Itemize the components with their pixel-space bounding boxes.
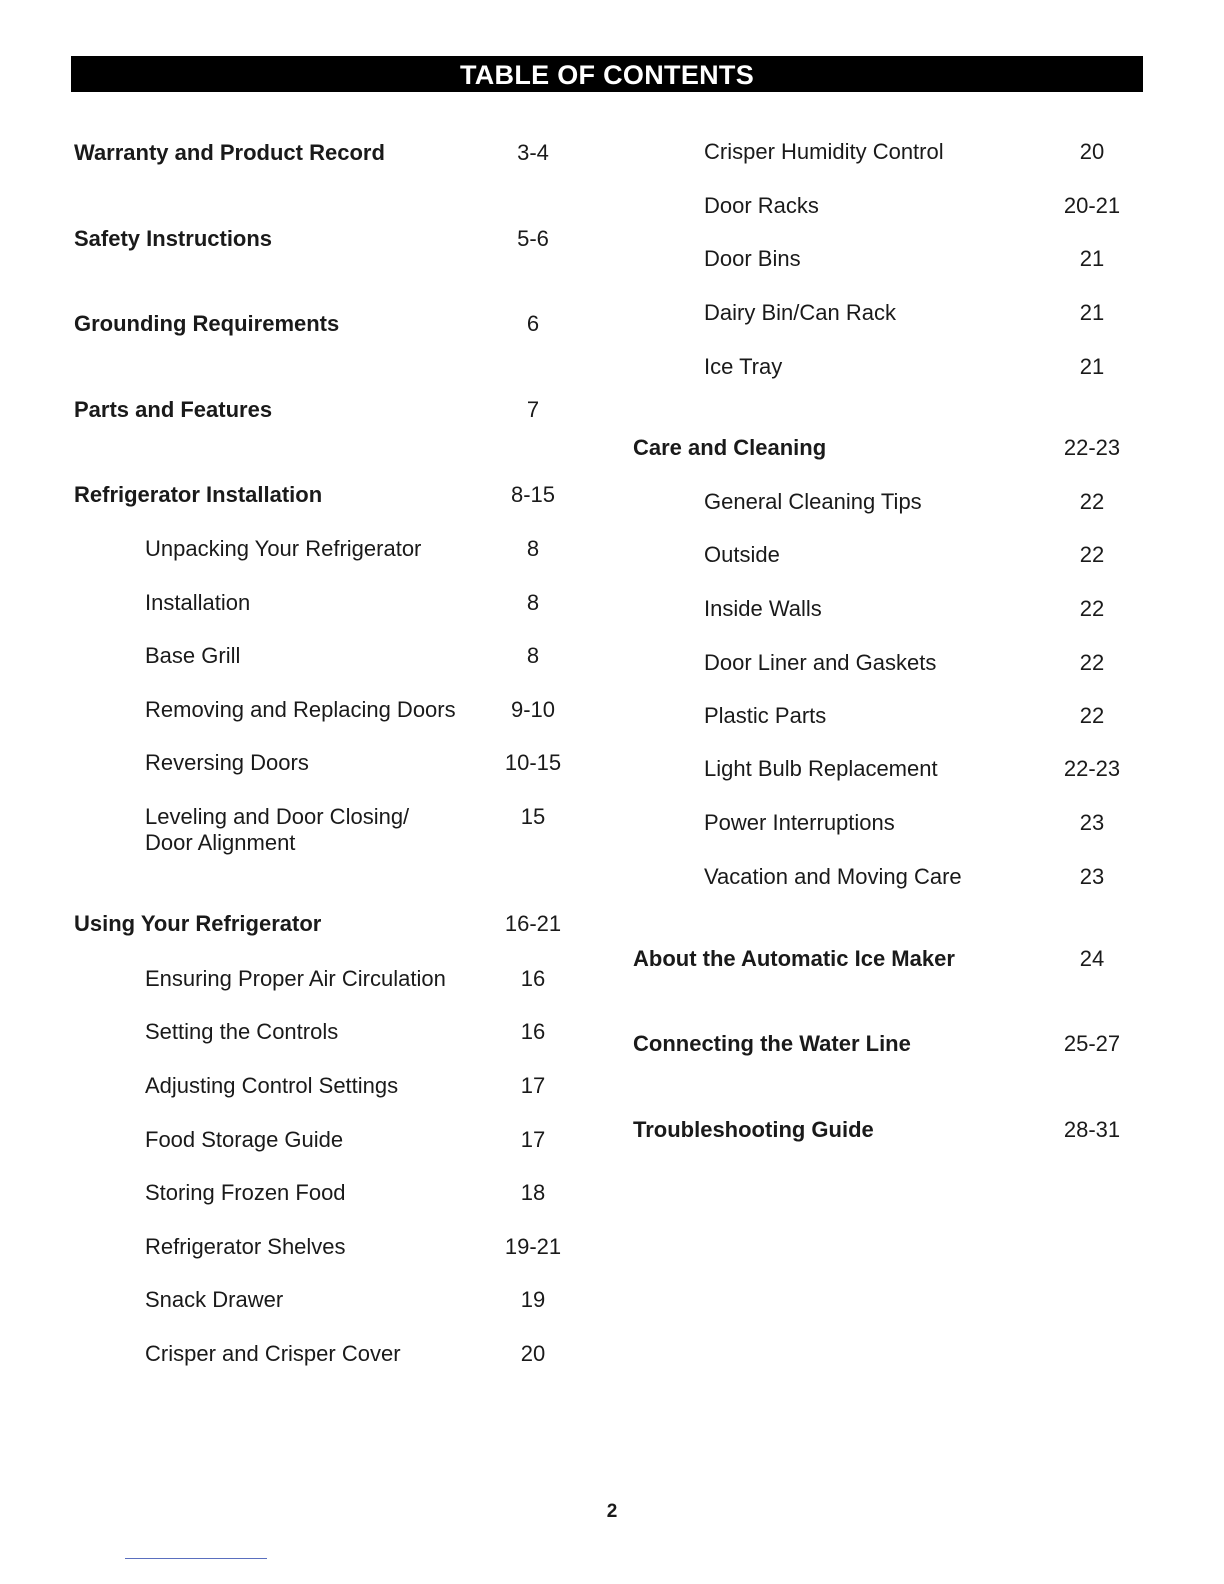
toc-entry-label: Warranty and Product Record	[74, 140, 385, 165]
toc-entry	[0, 354, 1224, 410]
toc-entry-label: Dairy Bin/Can Rack	[704, 300, 896, 325]
toc-entry-label: Adjusting Control Settings	[145, 1073, 399, 1098]
toc-entry	[0, 489, 1224, 545]
toc-entry-label: Vacation and Moving Care	[704, 864, 962, 889]
toc-entry-page: 25-27	[1063, 1031, 1121, 1056]
toc-entry-label: Light Bulb Replacement	[704, 756, 938, 781]
toc-entry	[0, 810, 1224, 866]
toc-entry-label: Refrigerator Shelves	[145, 1234, 346, 1259]
toc-entry-label: Inside Walls	[704, 596, 822, 621]
toc-entry	[0, 435, 1224, 491]
toc-entry	[0, 1341, 1224, 1397]
toc-entry	[0, 139, 1224, 195]
toc-entry-page: 7	[526, 397, 540, 422]
toc-entry	[0, 864, 1224, 920]
toc-entry-label: Leveling and Door Closing/ Door Alignment	[145, 804, 410, 855]
toc-entry	[0, 703, 1224, 759]
toc-entry-page: 28-31	[1063, 1117, 1121, 1142]
toc-entry-page: 22-23	[1063, 435, 1121, 460]
toc-entry-page: 8-15	[510, 482, 556, 507]
toc-entry-label: Installation	[145, 590, 251, 615]
toc-entry-label: Snack Drawer	[145, 1287, 284, 1312]
toc-entry-page: 22-23	[1063, 756, 1121, 781]
toc-entry-page: 16	[520, 1019, 546, 1044]
toc-entry-page: 8	[526, 536, 540, 561]
toc-entry-label: Door Bins	[704, 246, 801, 271]
toc-entry-label: Crisper Humidity Control	[704, 139, 944, 164]
toc-entry-label: Crisper and Crisper Cover	[145, 1341, 401, 1366]
toc-entry-label: Door Racks	[704, 193, 819, 218]
toc-entry-label: Removing and Replacing Doors	[145, 697, 456, 722]
toc-entry	[0, 946, 1224, 1002]
toc-entry-page: 22	[1079, 703, 1105, 728]
toc-entry-label: Setting the Controls	[145, 1019, 339, 1044]
toc-entry-page: 20	[1079, 139, 1105, 164]
toc-entry-page: 10-15	[504, 750, 562, 775]
toc-entry-label: Door Liner and Gaskets	[704, 650, 937, 675]
toc-entry-page: 22	[1079, 489, 1105, 514]
toc-entry-page: 22	[1079, 650, 1105, 675]
toc-entry-page: 19	[520, 1287, 546, 1312]
page-number: 2	[606, 1501, 618, 1522]
toc-entry	[0, 650, 1224, 706]
toc-entry-label: Base Grill	[145, 643, 241, 668]
toc-entry-page: 17	[520, 1073, 546, 1098]
toc-entry-label: About the Automatic Ice Maker	[633, 946, 955, 971]
toc-entry	[0, 300, 1224, 356]
toc-entry-label: Ice Tray	[704, 354, 783, 379]
toc-entry-page: 6	[526, 311, 540, 336]
toc-entry-page: 16-21	[504, 911, 562, 936]
toc-entry-page: 22	[1079, 596, 1105, 621]
toc-entry	[0, 1180, 1224, 1236]
toc-entry-page: 5-6	[517, 226, 549, 251]
toc-entry-label: Safety Instructions	[74, 226, 273, 251]
toc-entry-label: Grounding Requirements	[74, 311, 340, 336]
toc-entry	[0, 542, 1224, 598]
toc-entry-page: 18	[520, 1180, 546, 1205]
footer-divider	[125, 1558, 267, 1559]
toc-entry	[0, 1287, 1224, 1343]
toc-entry-label: Unpacking Your Refrigerator	[145, 536, 422, 561]
toc-entry-label: Food Storage Guide	[145, 1127, 344, 1152]
toc-entry-page: 20	[520, 1341, 546, 1366]
page-title: TABLE OF CONTENTS	[71, 56, 1143, 92]
toc-entry	[0, 246, 1224, 302]
toc-entry-label: General Cleaning Tips	[704, 489, 922, 514]
toc-entry-page: 23	[1079, 810, 1105, 835]
toc-entry-label: Connecting the Water Line	[633, 1031, 911, 1056]
toc-entry-label: Ensuring Proper Air Circulation	[145, 966, 446, 991]
toc-entry	[0, 596, 1224, 652]
toc-entry	[0, 1117, 1224, 1173]
toc-entry-label: Storing Frozen Food	[145, 1180, 346, 1205]
toc-entry	[0, 756, 1224, 812]
toc-entry	[0, 193, 1224, 249]
toc-entry-label: Power Interruptions	[704, 810, 895, 835]
toc-entry-label: Outside	[704, 542, 780, 567]
toc-entry-page: 20-21	[1063, 193, 1121, 218]
toc-entry-page: 15	[520, 804, 546, 829]
toc-entry-page: 9-10	[510, 697, 556, 722]
toc-entry	[0, 1234, 1224, 1290]
toc-entry-label: Troubleshooting Guide	[633, 1117, 874, 1142]
toc-entry-label: Parts and Features	[74, 397, 273, 422]
toc-entry-page: 21	[1079, 300, 1105, 325]
toc-entry-label: Care and Cleaning	[633, 435, 827, 460]
toc-entry-label: Reversing Doors	[145, 750, 309, 775]
toc-entry-page: 8	[526, 590, 540, 615]
toc-entry	[0, 1031, 1224, 1087]
toc-entry-page: 21	[1079, 354, 1105, 379]
toc-entry-label: Using Your Refrigerator	[74, 911, 322, 936]
toc-entry-page: 21	[1079, 246, 1105, 271]
toc-entry-page: 8	[526, 643, 540, 668]
toc-entry-page: 3-4	[517, 140, 549, 165]
toc-entry-label: Refrigerator Installation	[74, 482, 323, 507]
toc-entry-page: 23	[1079, 864, 1105, 889]
toc-entry-page: 22	[1079, 542, 1105, 567]
toc-entry-page: 19-21	[504, 1234, 562, 1259]
toc-entry-page: 24	[1079, 946, 1105, 971]
toc-entry-label: Plastic Parts	[704, 703, 827, 728]
toc-entry-page: 16	[520, 966, 546, 991]
toc-entry-page: 17	[520, 1127, 546, 1152]
